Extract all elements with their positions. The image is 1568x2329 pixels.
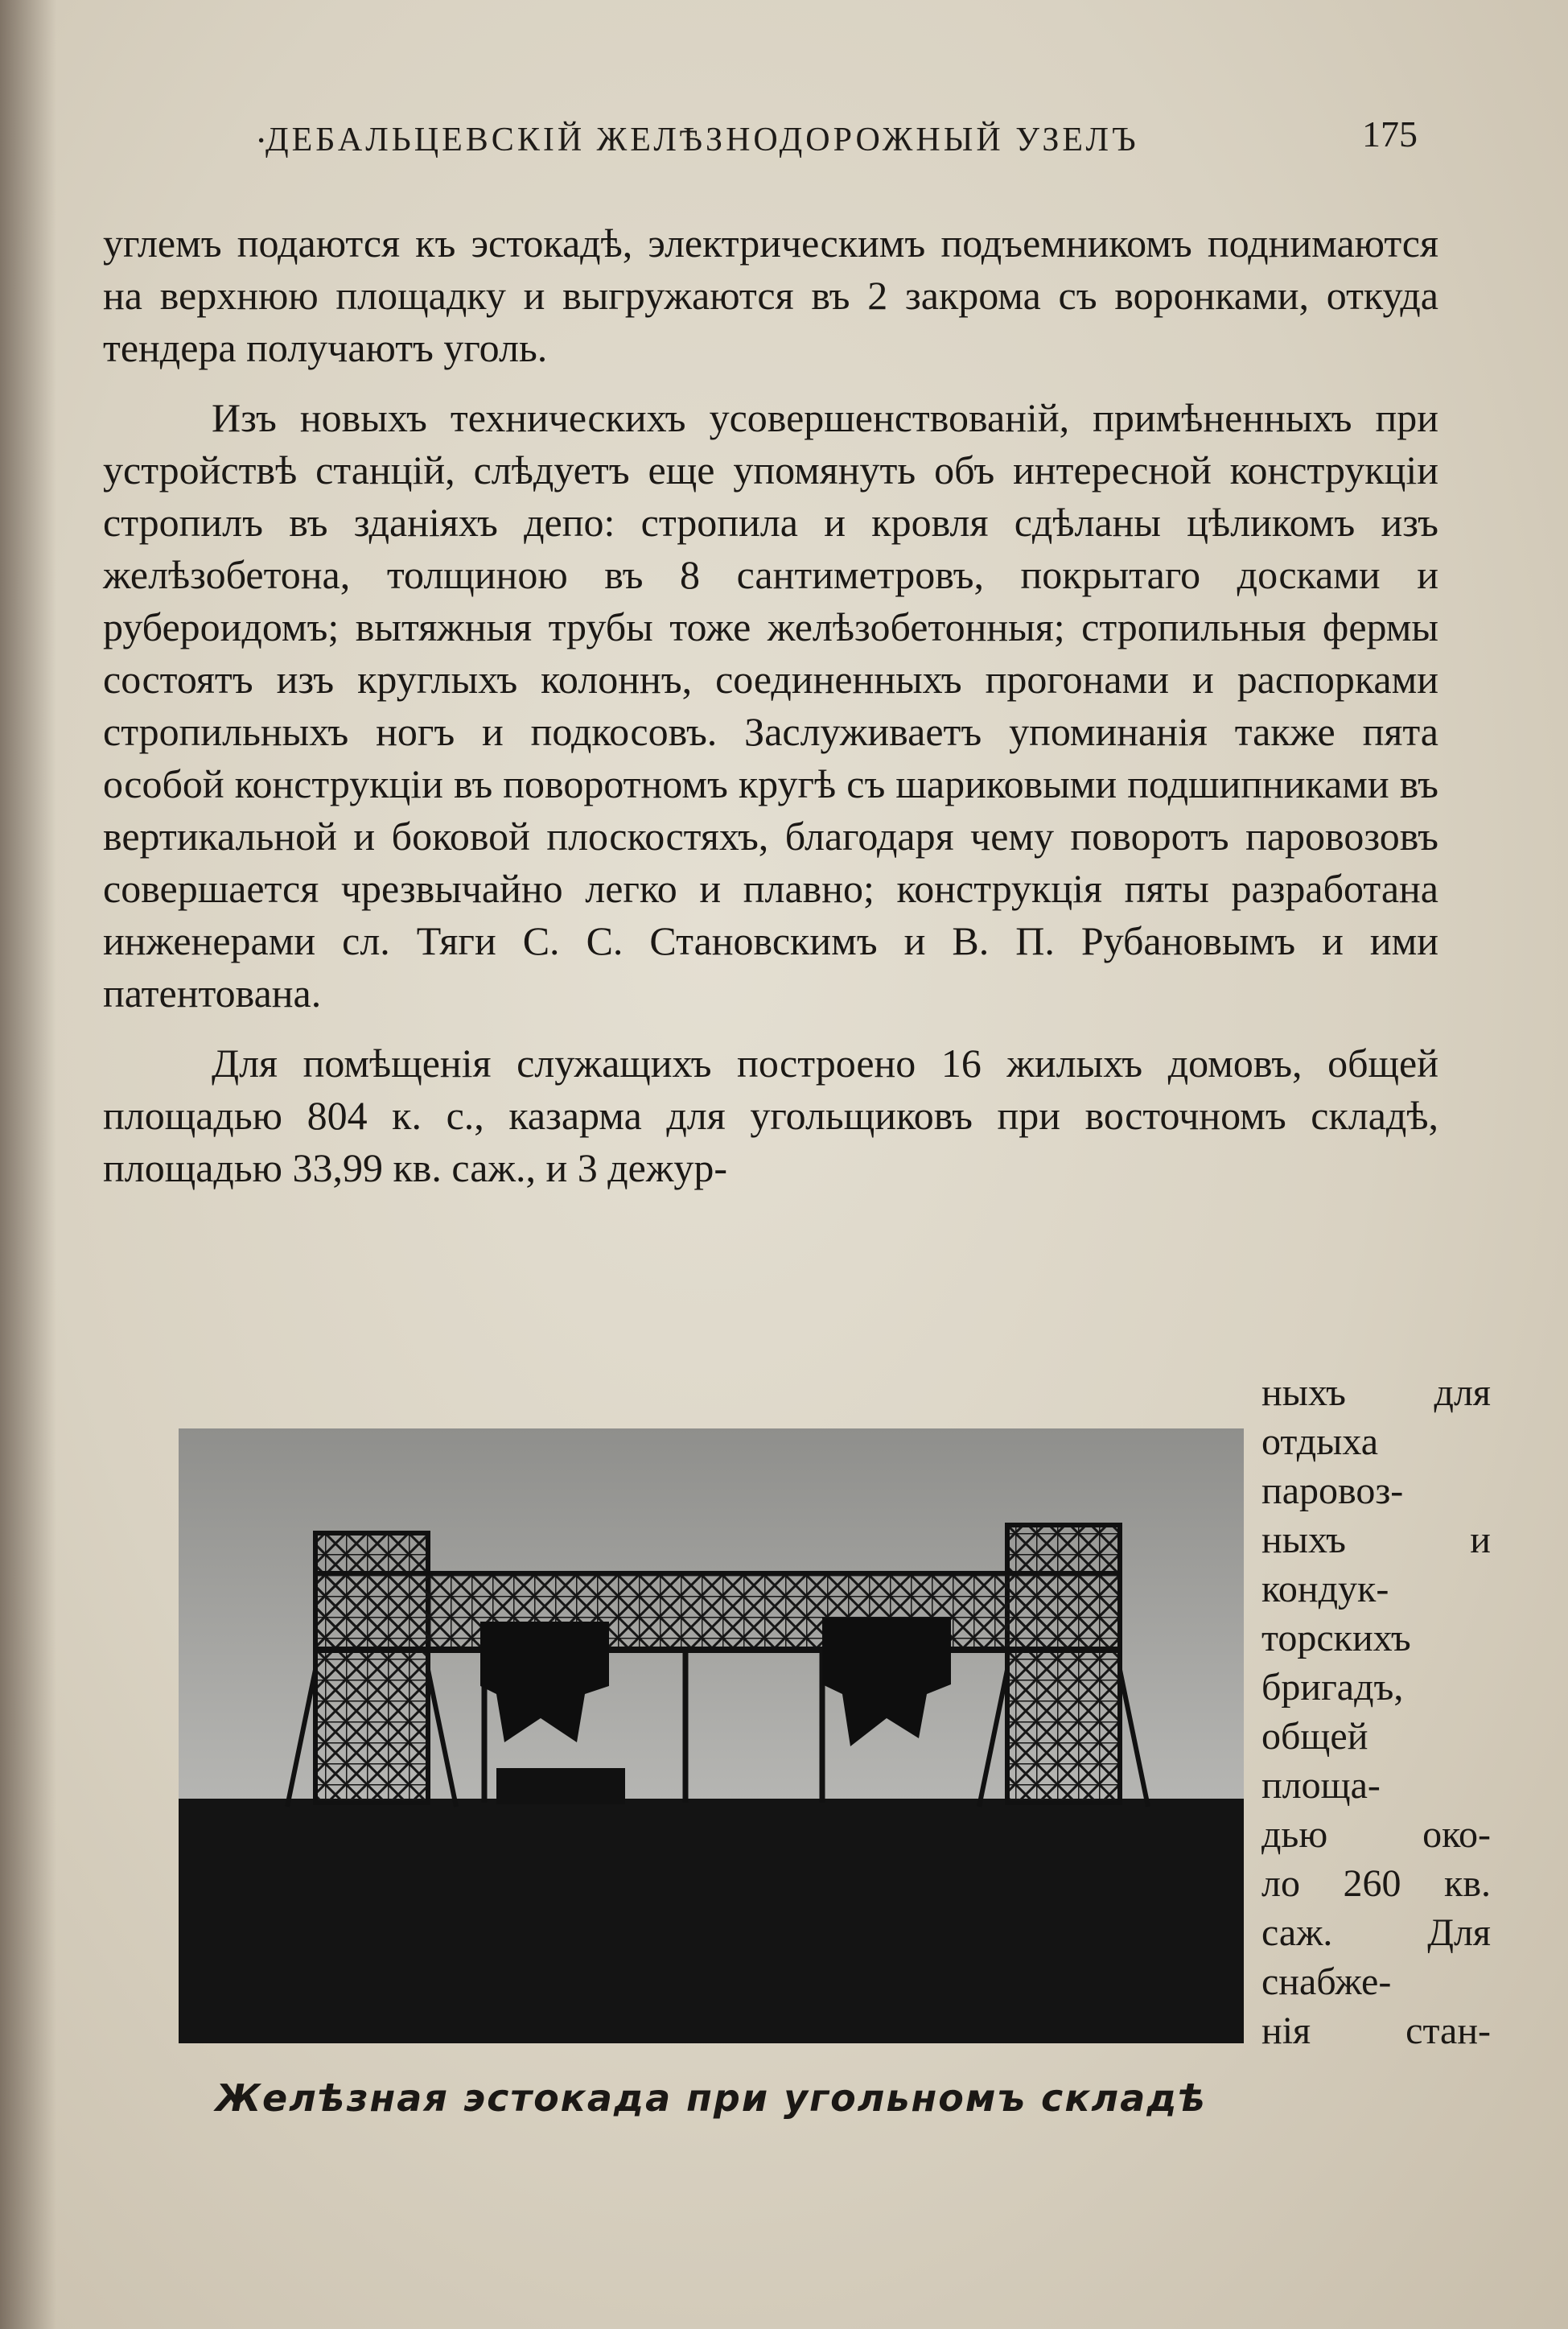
- paragraph-1: углемъ подаются къ эстокадѣ, электрическимъ подъемникомъ поднимаются на верхнюю площадку и выгружаются въ 2 закрома съ воронками, откуда тендера получаютъ уголь.: [103, 221, 1438, 370]
- side-line: бригадъ,: [1261, 1666, 1404, 1709]
- side-line: ныхъ для: [1261, 1371, 1491, 1414]
- header-dot: ·: [256, 121, 267, 160]
- coal-wagon: [496, 1768, 625, 1804]
- side-line: ныхъ и: [1261, 1519, 1491, 1561]
- paragraph-2: Изъ новыхъ техническихъ усовершенствованій, примѣненныхъ при устройствѣ станцій, слѣдуетъ еще упомянуть объ интересной конструкціи стропилъ въ зданіяхъ депо: стропила и кровля сдѣланы цѣликомъ изъ желѣзобетона, толщиною въ 8 сантиметровъ, покрытаго досками и рубероидомъ; вытяжныя трубы тоже желѣзобетонныя; стропильныя фермы состоятъ изъ круглыхъ колоннъ, соединенныхъ прогонами и распорками стропильныхъ ногъ и подкосовъ. Заслуживаетъ упоминанія также пята особой конструкціи въ поворотномъ кругѣ съ шариковыми подшипниками въ вертикальной и боковой плоскостяхъ, благодаря чему поворотъ паровозовъ совершается чрезвычайно легко и плавно; конструкція пяты разработана инженерами сл. Тяги С. С. Становскимъ и В. П. Рубановымъ и ими патентована.: [103, 395, 1438, 1016]
- running-title: ДЕБАЛЬЦЕВСКIЙ ЖЕЛѢЗНОДОРОЖНЫЙ УЗЕЛЪ: [265, 122, 1139, 159]
- side-line: ло 260 кв.: [1261, 1862, 1491, 1905]
- side-line: кондук-: [1261, 1568, 1389, 1610]
- side-line: площа-: [1261, 1764, 1381, 1807]
- side-line: общей: [1261, 1715, 1368, 1758]
- side-line: нія стан-: [1261, 2010, 1491, 2052]
- side-line: паровоз-: [1261, 1470, 1404, 1512]
- trestle-illustration: [179, 1428, 1244, 2043]
- paragraph-3: Для помѣщенія служащихъ построено 16 жилыхъ домовъ, общей площадью 804 к. с., казарма для угольщиковъ при восточномъ складѣ, площадью 33,99 кв. саж., и 3 дежур-: [103, 1041, 1438, 1190]
- side-line: торскихъ: [1261, 1617, 1411, 1659]
- side-column: [1261, 1368, 1491, 2055]
- figure-caption: Желѣзная эстокада при угольномъ складѣ: [215, 2076, 1208, 2120]
- page-number: 175: [1362, 113, 1418, 155]
- gutter-shadow: [0, 0, 56, 2329]
- trestle-photo: [179, 1428, 1244, 2043]
- side-line: саж. Для: [1261, 1911, 1491, 1954]
- side-line: отдыха: [1261, 1420, 1379, 1463]
- side-line: дью око-: [1261, 1813, 1491, 1856]
- body-text: [103, 217, 1438, 1212]
- ground: [179, 1799, 1244, 2043]
- side-line: снабже-: [1261, 1960, 1392, 2003]
